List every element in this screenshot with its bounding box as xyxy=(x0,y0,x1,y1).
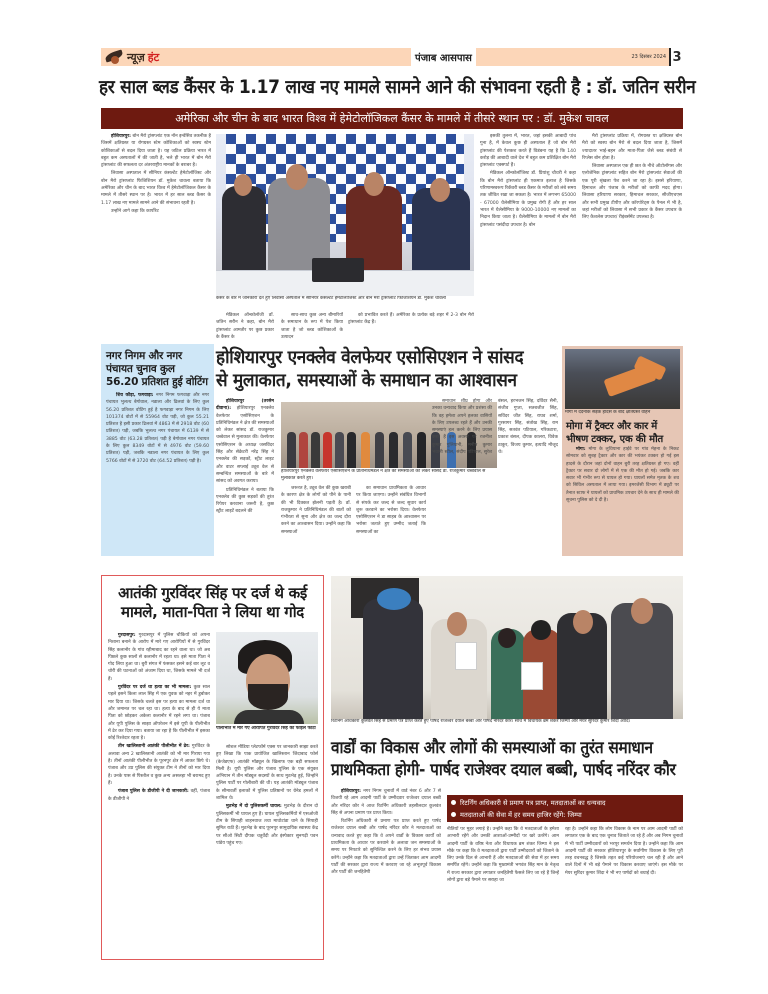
beard xyxy=(248,684,288,710)
crowd-person xyxy=(347,432,356,468)
crowd-person xyxy=(375,432,384,468)
ward-bullet-1 xyxy=(451,797,679,809)
page-number: 3 xyxy=(669,48,683,66)
crowd-person xyxy=(323,432,332,468)
issue-date: 23 दिसंबर 2024 xyxy=(631,54,666,60)
head xyxy=(631,598,653,624)
bullet-dot-icon xyxy=(451,800,456,805)
terror-subhead-2: तीन खालिस्तानी आतंकी पीलीभीत में ढेर: xyxy=(118,744,190,750)
terror-headline: आतंकी गुरविंदर सिंह पर दर्ज थे कई मामले, माता-पिता ने लिया था गोद xyxy=(118,584,307,621)
enclave-photo-caption: होशियारपुर एनक्लेव वेलफेयर एसोसिएशन के प्रतिनिधिमंडल ने क्षेत्र की समस्याओं को लेकर सांसद डॉ. राजकुमार चब्बेवाल से मुलाकात करते हुए। xyxy=(281,469,486,481)
enclave-headline xyxy=(216,346,543,392)
terror-para4: वहीं, पंजाब के डीजीपी ने xyxy=(108,789,210,802)
terror-col2-text: सोशल मीडिया प्लेटफॉर्म एक्स पर जानकारी साझा करते हुए लिखा कि पाक प्रायोजित खालिस्तान जिंदाबाद फोर्स (केजेडएफ) आतंकी मॉड्यूल के खिलाफ एक बड़ी सफलता मिली है। यूपी पुलिस और पंजाब पुलिस के एक संयुक्त अभियान में तीन मॉड्यूल सदस्यों के साथ मुठभेड़ हुई, जिन्होंने पुलिस पार्टी पर गोलीबारी की थी। यह आतंकी मॉड्यूल पंजाब के सीमावर्ती इलाकों में पुलिस प्रतिष्ठानों पर ग्रेनेड हमलों में शामिल थे। xyxy=(216,745,318,802)
terror-para1: गुरदासपुर में पुलिस चौकियों को अपना निशाना बनाने के आरोप में मारे गए आरोपियों में से गुरविंदर सिंह कलानौर के गांव रहीमाबाद का रहने वाला था। जो अब पिछले कुछ सालों से कलानौर में रहता था। इसे माता पिता ने गोद लिया हुआ था। बुरी संगत में फंसकर इसने कई बार लूट व चोरी की घटनाओं को अंजाम दिया था, जिसके मामले भी दर्ज हैं। xyxy=(108,633,210,682)
ward-bullet-1-text: रिटर्निंग अधिकारी से प्रमाण पत्र प्राप्त, मतदाताओं का धन्यवाद xyxy=(460,799,606,808)
lead-col5-para2: मेडिकल ऑन्कोलॉजिस्ट डॉ. प्रियांशु चौधरी ने कहा कि बोन मैरो ट्रांसप्लांट ही एकमात्र इलाज है जिसके परिणामस्वरूप रिकॅवरी ब्लड कैंसर के मरीजों को लंबे समय तक जीवित रखा जा सकता है। भारत में लगभग 65000 - 67000 थैलेसीमिया के प्रमुख रोगी हैं और हर साल भारत में थैलेसीमिया के 9000-10000 नए मामलों का निदान किया जाता है। थैलेसीमिया के मामलों में बोन मैरो ट्रांसप्लांट पसंदीदा उपचार है। बोन xyxy=(480,171,576,228)
lead-col1-text: बोन मैरो ट्रांसप्लांट एक नॉन इन्वेसिव तकनीक है जिसमें क्षतिग्रस्त या रोगग्रस्त स्टेम कोशिकाओं को स्वस्थ स्टेम कोशिकाओं से बदल दिया जाता है। यह जटिल प्रक्रिया भारत में बहुत कम अस्पतालों में की जाती है, भले ही भारत में बोन मैरो ट्रांसप्लांट की सफलता दर अंतरराष्ट्रीय मानकों के बराबर है। xyxy=(101,134,211,169)
lead-strapline xyxy=(101,108,683,129)
moga-photo-crash xyxy=(565,349,680,409)
terror-para2: कुछ साल पहले इसने किला लाल सिंह में एक युवक को नहर में डुबोकर मार दिया था। जिसके चलते इस पर हत्या का मामला दर्ज था और जमानत पर चल रहा था। हत्या के बाद से ही ये माता पिता को छोड़कर अकेला कलानौर में रहने लगा था। पंजाब और यूपी पुलिस के साझा ऑपरेशन में इसे यूपी के पीलीभीत में ढेर कर दिया गया। बताया जा रहा है कि पीलीभीत में इसका कोई रिश्तेदार रहता है। xyxy=(108,685,210,742)
certificate-2 xyxy=(521,662,543,690)
lead-photo-caption: कैंसर के बारे में जानकारी देते हुए लिवासा अस्पताल में सीनियर कंसल्टेंट हेमेटोलॉजिस्ट और बोन मैरो ट्रांसप्लांट फिजिशियन डॉ. मुकेश चावला xyxy=(216,296,446,301)
enclave-column-4 xyxy=(432,398,558,558)
certificate-1 xyxy=(455,642,477,670)
lead-column-6 xyxy=(582,133,682,341)
head xyxy=(447,612,467,636)
lead-headline: हर साल ब्लड कैंसर के 1.17 लाख नए मामले सामने आने की संभावना रहती है : डॉ. जतिन सरीन xyxy=(99,77,696,98)
crowd-person xyxy=(389,432,398,468)
crowd-person xyxy=(311,432,320,468)
ward-photo-caption: रिटर्निंग अधिकारी कुलवंत सिंह से प्रमाण पत्र प्राप्त करते हुए पार्षद राजेश्वर दयाल बब्बी और पार्षद नरिंदर कौर। साथ में विधायक ब्रम शंकर जिम्पा और मेयर सुरिंदर कुमार शिंदा आदि। xyxy=(331,719,631,724)
lead-column-5 xyxy=(480,133,576,341)
crowd-person xyxy=(299,432,308,468)
terror-photo-caption: पीलीभीत में मारे गए आरोपित गुरविंदर सिंह की फाइल फोटो xyxy=(216,726,316,731)
enclave-column-1 xyxy=(216,398,274,558)
voting-body xyxy=(101,392,214,465)
crowd-person xyxy=(403,432,412,468)
lead-column-4 xyxy=(348,312,474,342)
lead-col6-text: मैरो ट्रांसप्लांट प्रक्रिया में, रोगग्रस्त या क्षतिग्रस्त बोन मैरो को स्वस्थ बोन मैरो से बदल दिया जाता है, जिसमें ज्यादातर भाई-बहन और माता-पिता जैसे ब्लड संबंधी से रिप्लेस बोन होता है। xyxy=(582,134,682,161)
lead-photo-press-conference xyxy=(216,134,474,296)
enclave-col4-text: समाधान शीघ्र होगा और उनका धन्यवाद किया और प्रशंसा की कि वह हमेशा अपने हलका वासियों के लिए उपलब्ध रहते हैं और उनकी समस्याएं हल करने के लिए प्रयास करते हैं इस अवसर पर रजनीश कुमार गुलियानी, मनीष कुमार भवानी स्टील, संदीप पटियाल, सुरेश बंसल, हरभजन सिंह, दविंदर सैनी, संजीव गुप्ता, सतबजीत सिंह, सविंदर जीत सिंह, राघव शर्मा, गुरसागर सिंह, संतोख सिंह, राम सिंह, सतवंत पटियाल, गरिकटारा, प्रकाश बंसल, दीपक कालरा, विवेक ठाकुर, विजय कुमार, इत्यादि मौजूद थे। xyxy=(432,399,558,456)
ward-photo-certificate xyxy=(331,576,683,719)
ward-strapline xyxy=(447,795,683,822)
crowd-person xyxy=(417,432,426,468)
ward-headline-line2: प्राथमिकता होगी- पार्षद राजेश्वर दयाल बब्बी, पार्षद नरिंदर कौर xyxy=(331,760,676,779)
lead-strapline-text: अमेरिका और चीन के बाद भारत विश्व में हेमेटोलॉजिकल कैंसर के मामले में तीसरे स्थान पर : डॉ. मुकेश चावल xyxy=(175,112,609,125)
terror-photo-portrait xyxy=(216,632,318,724)
turban-black xyxy=(531,620,551,640)
voting-body-text: नगर निगम फगवाड़ा और नगर पंचायत भुलत्थ बेगोवाल, नडाला और ढिलवां के लिए कुल 56.20 प्रतिशत वोटिंग हुई है फगवाड़ा नगर निगम के लिए 101374 वोटों में से 55964 वोट पड़ी, जो कुल 55.21 प्रतिशत है इसी प्रकार ढिलवां में 4863 में से 2918 वोट (60 प्रतिशत) पड़ी, जबकि भुलत्थ नगर पंचायत में 6139 में से 3885 वोट (63.28 प्रतिशत) पड़ी है बेगोवाल नगर पंचायत के लिए कुल 8349 वोटों में से 4976 वोट (59.60 प्रतिशत) पड़ी, जबकि नडाला नगर पंचायत के लिए कुल 5766 वोटों में से 3720 वोट (64.52 प्रतिशत) पड़ी है। xyxy=(106,393,209,464)
voting-dateline: शिव कौड़ा, फगवाड़ा: xyxy=(116,393,154,398)
moga-dateline: मोगा: xyxy=(576,447,586,452)
terror-column-2 xyxy=(216,744,318,954)
masthead xyxy=(101,48,683,66)
lead-col3-text: साथ-साथ कुछ अन्य बीमारियों के समाधान के रूप में पेश किया जाता है जो ब्लड कोशिकाओं के उत्पादन xyxy=(281,313,343,340)
section-title: पंजाब आसपास xyxy=(411,48,476,66)
eagle-logo-icon xyxy=(103,48,125,66)
man-turban-blue xyxy=(363,599,423,719)
lead-column-3 xyxy=(281,312,343,342)
lead-col6-para2: लिवासा अस्पताल एक ही छत के नीचे ऑटोलॉगस और एलोजेनिक ट्रांसप्लांट सहित बोन मैरो ट्रांसप्लांट सेवाओं की एक पूरी श्रृंखला पेश करने जा रहा है। इससे हरियाणा, हिमाचल और पंजाब के मरीजों को काफी मदद होगा। लिवासा हरियाणा सरकार, हिमाचल सरकार, सीजीएचएस और सभी प्रमुख टीपीए और कॉरपोरेट्स के पैनल में भी है, जहां मरीजों को लिवासा में सभी प्रकार के कैंसर उपचार के लिए कैशलेस उपचार/ रीइंबर्समेंट उपलब्ध है। xyxy=(582,164,682,221)
lead-dateline: होशियारपुर: xyxy=(111,134,132,139)
terror-para5: मुठभेड़ के दौरान दो पुलिसकर्मी भी घायल हुए हैं। घायल पुलिसकर्मियों में एसओजी टीम के सिपाही शाहनवाज तथा माधोटांडा थाने के सिपाही सुमित राठी हैं। मुठभेड़ के बाद पूरनपुर सामुदायिक स्वास्थ्य केंद्र पर सीओ सिटी दीपक चतुर्वेदी और इंस्पेक्टर सुनगढ़ी पवन पांडेय पहुंच गए। xyxy=(216,804,318,846)
brand-logo[interactable] xyxy=(101,48,221,66)
enclave-col1-para2: प्रतिनिधिमंडल ने बताया कि एनक्लेव की कुछ सड़कों की तुरंत रिपेयर करवाना जरूरी है, कुछ स्ट्रीट लाइटें बदलने की xyxy=(216,487,274,515)
enclave-col1-text: होशियारपुर एनक्लेव वेलफेयर एसोसिएशन के प्रतिनिधिमंडल ने क्षेत्र की समस्याओं को लेकर सांसद डॉ. राजकुमार चब्बेवाल से मुलाकात की। वेलफेयर एसोसिएशन के अध्यक्ष जसविंदर सिंह और सेक्रेटरी नरेंद्र सिंह ने एनक्लेव की सड़कों, स्ट्रीट लाइट और वाटर सप्लाई ट्यूब वेल से सम्बन्धित समस्याओं के बारे में सांसद को अवगत कराया। xyxy=(216,406,274,485)
enclave-headline-line2: से मुलाकात, समस्याओं के समाधान का आश्वासन xyxy=(216,370,517,391)
enclave-column-2 xyxy=(281,485,351,558)
moga-story-box xyxy=(562,346,683,556)
terror-dateline: गुरदासपुर: xyxy=(118,633,136,638)
enclave-dateline: होशियारपुर (तरसेम दीवाना): xyxy=(216,399,274,412)
lead-col1-para3: उन्होंने आगे कहा कि कार्पोरेट xyxy=(111,208,159,214)
lead-col2-text: मेडिकल ऑन्कोलॉजी डॉ. जतिन सरीन ने कहा, बोन मैरो ट्रांसप्लांट आमतौर पर कुछ प्रकार के कैंसर के xyxy=(216,313,274,340)
moga-body xyxy=(566,446,679,554)
lead-column-1 xyxy=(101,133,211,341)
enclave-col3-text: का समाधान प्राथमिकता के आधार पर किया जाएगा। उन्होंने संबंधित विभागों से संपर्क कर जल्द से जल्द सुधार कार्य शुरू करवाने का भरोसा दिया। वेलफेयर एसोसिएशन ने डा साहब के आश्वासन पर भरोसा जताते हुए उम्मीद जताई कि समस्याओं का xyxy=(356,486,426,535)
ward-col1-para2: रिटर्निंग अधिकारी से प्रमाण पत्र प्राप्त करते हुए पार्षद राजेश्वर दयाल बब्बी और पार्षद नरिंदर कौर ने मतदाताओं का धन्यवाद करते हुए कहा कि वे अपने वार्डों के विकास कार्यों को प्राथमिकता के आधार पर करवाने के अलावा जन समस्याओं के समय पर निपटारे को सुनिश्चित करने के लिए हर संभव प्रयास करेंगे। उन्होंने कहा कि मतदाताओं द्वारा उन्हें जिताकर आम आदमी पार्टी की सरकार द्वारा राज्य में करवाए जा रहे अभूतपूर्व विकास और पार्टी की जनहितैषी xyxy=(331,819,441,876)
ward-col1-text: नगर निगम चुनावों में वार्ड नंबर 6 और 7 से विजयी रहे आम आदमी पार्टी के उम्मीदवार राजेश्वर दयाल बब्बी और नरिंदर कौर ने आज रिटर्निंग अधिकारी तहसीलदार कुलवंत सिंह से अपना प्रमाण पत्र प्राप्त किया। xyxy=(331,789,441,816)
brand-name-part1: न्यूज़ xyxy=(127,50,145,64)
lead-column-2 xyxy=(216,312,274,342)
lead-col5-text: इसकी तुलना में, भारत, जहां इसकी आबादी पांच गुना है, में केवल कुछ ही अस्पताल हैं जो बोन मैरो ट्रांसप्लांट की पेशकश करते हैं विडंबना यह है कि 140 करोड़ की आबादी वाले देश में बहुत कम प्रशिक्षित बोन मैरो ट्रांसप्लांट एक्सपर्ट हैं। xyxy=(480,134,576,169)
voting-headline: नगर निगम और नगर पंचायत चुनाव कुल 56.20 प्रतिशत हुई वोटिंग xyxy=(106,350,208,388)
terror-story-box xyxy=(101,575,324,960)
lead-col1-para2: लिवासा अस्पताल में सीनियर कंसल्टेंट हेमेटोलॉजिस्ट और बोन मैरो ट्रांसप्लांट फिजिशियन डॉ. मुकेश चावला बताया कि अमेरिका और चीन के बाद भारत विश्व में हेमेटोलॉजिकल कैंसर के मामले में तीसरे स्थान पर है। भारत में हर साल ब्लड कैंसर के 1.17 लाख नए मामले सामने आने की संभावना रहती है। xyxy=(101,171,211,206)
ward-dateline: होशियारपुर: xyxy=(341,789,362,794)
terror-subhead-4: मुठभेड़ में दो पुलिसकर्मी घायल: xyxy=(226,804,282,810)
ward-headline-line1: वार्डों का विकास और लोगों की समस्याओं का तुरंत समाधान xyxy=(331,738,653,757)
terror-para3: गुरविंदर के अलावा अन्य 2 खालिस्तानी आतंकी को भी मार गिराया गया है। तीनों आतंकी पीलीभीत के पूरनपुर क्षेत्र में आकर छिपे थे। पंजाब और उप्र पुलिस की संयुक्त टीम ने तीनों को मार दिया है। उनके पास से पिस्तौल व कुछ अन्य असलहा भी बरामद हुए हैं। xyxy=(108,744,210,786)
lead-col4-text: को प्रभावित करते हैं। अमेरिका के प्रत्येक बड़े शहर में 2-3 बोन मैरो ट्रांसप्लांट केंद्र हैं। xyxy=(348,313,474,326)
ward-column-2 xyxy=(447,826,559,958)
person-3-head xyxy=(364,172,384,196)
enclave-col2-text: जरूरत है, ट्यूब वेल की कुछ खराबी के कारण क्षेत्र के लोगों को पीने के पानी की भी दिक्कत झेलनी पड़ती है। डॉ. राजकुमार ने प्रतिनिधिमंडल की बातों को गंभीरता से सुना और क्षेत्र का जल्द दौरा करने का आश्वासन दिया। उन्होंने कहा कि समस्याओं xyxy=(281,486,351,535)
masthead-date-band xyxy=(476,48,669,66)
ward-headline xyxy=(331,737,676,781)
turban-blue xyxy=(377,588,411,610)
ward-col2-text: नीतियों पर मुहर लगाई है। उन्होंने कहा कि वे मतदाताओं के हमेशा आभारी रहेंगे और उनकी आशाओं-उम्मीदों पर खरे उतरेंगे। आम आदमी पार्टी के वरिष्ठ नेता और विधायक ब्रम शंकर जिम्पा ने इस मौके पर कहा कि वे मतदाताओं द्वारा पार्टी उम्मीदवारों को जिताने के लिए उनके दिल से आभारी हैं और मतदाताओं की सेवा में हर समय समर्पित रहेंगे। उन्होंने कहा कि मुख्यमंत्री भगवंत सिंह मान के नेतृत्व में राज्य सरकार द्वारा लगातार जनहितैषी फैसले लिए जा रहे हैं जिन्हें लोगों द्वारा बड़े पैमाने पर सराहा जा xyxy=(447,827,559,884)
terror-subhead-1: गुरविंदर पर दर्ज था हत्या का भी मामला: xyxy=(118,685,192,691)
head xyxy=(573,610,593,634)
ward-bullet-2-text: मतदाताओं की सेवा में हर समय हाजिर रहेंगे: जिम्पा xyxy=(460,810,582,819)
shoulders xyxy=(234,710,304,724)
ward-col3-text: रहा है। उन्होंने कहा कि लोग विकास के नाम पर आम आदमी पार्टी को लगातार एक के बाद एक चुनाव जिताते जा रहे हैं और अब निगम चुनावों में भी पार्टी उम्मीदवारों को भरपूर समर्थन दिया है। उन्होंने कहा कि आम आदमी पार्टी की सरकार होशियारपुर के सर्वांगीण विकास के लिए पूरी तरह वचनबद्ध है जिसके तहत कई परियोजनाएं चल रही हैं और आने वाले दिनों में भी बड़े पैमाने पर विकास करवाए जाएंगे। इस मौके पर मेयर सुरिंदर कुमार शिंदा ने भी नए पार्षदों को बधाई दी। xyxy=(565,827,683,876)
ward-column-3 xyxy=(565,826,683,958)
enclave-column-3 xyxy=(356,485,426,558)
ward-column-1 xyxy=(331,788,441,958)
crowd-person xyxy=(361,432,370,468)
person-2-head xyxy=(286,164,308,190)
masthead-band xyxy=(221,48,411,66)
enclave-headline-line1: होशियारपुर एनक्लेव वेलफेयर एसोसिएशन ने सांसद xyxy=(216,347,524,368)
bullet-dot-icon xyxy=(451,812,456,817)
crowd-person xyxy=(335,432,344,468)
person-4-head xyxy=(430,178,450,202)
laptop xyxy=(312,258,364,282)
ward-bullet-2 xyxy=(451,809,679,821)
person-1-head xyxy=(234,174,252,196)
crowd-person xyxy=(287,432,296,468)
moga-body-text: मोगा के लुधियाना हाईवे पर गांव मेहना के निकट सोमवार को सुबह ट्रैक्टर और कार की भयंकर टक्कर हो गई इस हादसे के दौरान जहां दोनों वाहन बुरी तरह क्षतिग्रस्त हो गए। वहीं ट्रैक्टर पर सवार दो लोगों में से एक की मौत हो गई। जबकि कार सवार भी गंभीर रूप से घायल हो गया। घायलों समेत मृतक के शव को सिविल अस्पताल में लाया गया। इमरजेंसी विभाग में ड्यूटी पर तैनात स्टाफ ने घायलों को प्राथमिक उपचार देने के साथ ही मामले की सूचना पुलिस को दे दी है। xyxy=(566,447,679,504)
terror-subhead-3: पंजाब पुलिस के डीजीपी ने दी जानकारी: xyxy=(118,789,189,795)
brand-name-part2: हंट xyxy=(147,50,160,64)
terror-column-1 xyxy=(108,632,210,952)
moga-photo-caption: मोगा में दर्दनाक सड़क हादसे के बाद क्षतिग्रस्त वाहन xyxy=(565,410,651,415)
moga-headline: मोगा में ट्रैक्टर और कार में भीषण टक्कर, एक की मौत xyxy=(566,421,663,445)
person-1 xyxy=(222,186,266,278)
head-scarf xyxy=(498,628,516,648)
voting-story-box xyxy=(101,344,214,556)
